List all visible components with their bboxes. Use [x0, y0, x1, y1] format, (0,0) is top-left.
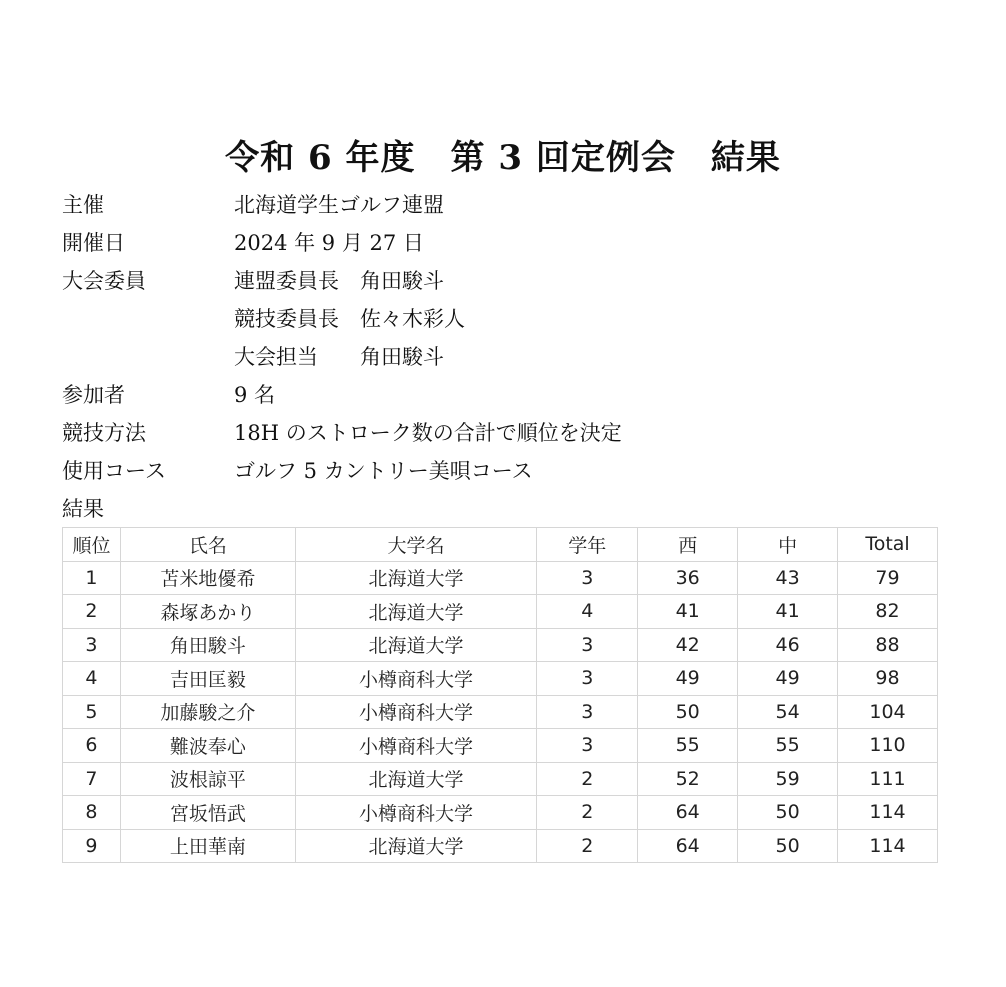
cell-name: 難波奉心 — [120, 729, 295, 763]
cell-total: 79 — [838, 561, 938, 595]
table-row — [63, 796, 938, 830]
cell-total: 98 — [838, 662, 938, 696]
cell-west: 50 — [638, 695, 738, 729]
info-row-participants — [62, 378, 942, 416]
document-title: 令和 6 年度 第 3 回定例会 結果 — [225, 138, 781, 178]
cell-name: 加藤駿之介 — [120, 695, 295, 729]
cell-university: 小樽商科大学 — [295, 796, 537, 830]
info-row-course — [62, 454, 942, 492]
cell-west: 41 — [638, 595, 738, 629]
cell-rank: 5 — [63, 695, 121, 729]
cell-total: 88 — [838, 628, 938, 662]
cell-total: 110 — [838, 729, 938, 763]
table-row — [63, 762, 938, 796]
committee-label-spacer — [62, 302, 234, 340]
committee-member: 大会担当 角田駿斗 — [234, 345, 444, 369]
cell-year: 3 — [537, 561, 638, 595]
cell-name: 波根諒平 — [120, 762, 295, 796]
cell-name: 角田駿斗 — [120, 628, 295, 662]
cell-west: 64 — [638, 796, 738, 830]
cell-total: 82 — [838, 595, 938, 629]
cell-rank: 2 — [63, 595, 121, 629]
cell-total: 114 — [838, 829, 938, 863]
cell-middle: 41 — [738, 595, 838, 629]
cell-middle: 55 — [738, 729, 838, 763]
cell-year: 3 — [537, 662, 638, 696]
cell-year: 2 — [537, 829, 638, 863]
cell-west: 42 — [638, 628, 738, 662]
cell-middle: 59 — [738, 762, 838, 796]
table-row — [63, 729, 938, 763]
cell-west: 36 — [638, 561, 738, 595]
info-row-method — [62, 416, 942, 454]
date-label: 開催日 — [62, 231, 125, 255]
cell-middle: 49 — [738, 662, 838, 696]
cell-rank: 7 — [63, 762, 121, 796]
course-label: 使用コース — [62, 459, 166, 483]
cell-year: 2 — [537, 796, 638, 830]
results-table — [62, 527, 938, 863]
cell-year: 3 — [537, 628, 638, 662]
table-row — [63, 829, 938, 863]
committee-label: 大会委員 — [62, 269, 146, 293]
info-row-committee-2 — [62, 302, 942, 340]
event-info — [62, 188, 942, 492]
cell-university: 北海道大学 — [295, 595, 537, 629]
table-row — [63, 628, 938, 662]
cell-year: 3 — [537, 695, 638, 729]
cell-rank: 8 — [63, 796, 121, 830]
cell-year: 3 — [537, 729, 638, 763]
column-header-middle: 中 — [738, 528, 838, 562]
cell-total: 114 — [838, 796, 938, 830]
host-value: 北海道学生ゴルフ連盟 — [234, 193, 444, 217]
cell-middle: 54 — [738, 695, 838, 729]
committee-member: 連盟委員長 角田駿斗 — [234, 269, 444, 293]
column-header-university: 大学名 — [295, 528, 537, 562]
cell-west: 49 — [638, 662, 738, 696]
table-row — [63, 662, 938, 696]
cell-year: 4 — [537, 595, 638, 629]
cell-middle: 50 — [738, 796, 838, 830]
info-row-host — [62, 188, 942, 226]
course-value: ゴルフ 5 カントリー美唄コース — [234, 459, 533, 483]
cell-name: 苫米地優希 — [120, 561, 295, 595]
results-heading: 結果 — [62, 497, 104, 521]
column-header-name: 氏名 — [120, 528, 295, 562]
committee-label-spacer — [62, 340, 234, 378]
info-row-committee-1 — [62, 264, 942, 302]
cell-middle: 46 — [738, 628, 838, 662]
column-header-west: 西 — [638, 528, 738, 562]
method-value: 18H のストローク数の合計で順位を決定 — [234, 421, 622, 445]
cell-rank: 3 — [63, 628, 121, 662]
cell-university: 小樽商科大学 — [295, 695, 537, 729]
participants-label: 参加者 — [62, 383, 125, 407]
cell-west: 64 — [638, 829, 738, 863]
method-label: 競技方法 — [62, 421, 146, 445]
cell-year: 2 — [537, 762, 638, 796]
cell-middle: 50 — [738, 829, 838, 863]
cell-university: 小樽商科大学 — [295, 729, 537, 763]
cell-university: 北海道大学 — [295, 561, 537, 595]
cell-total: 111 — [838, 762, 938, 796]
cell-name: 森塚あかり — [120, 595, 295, 629]
table-row — [63, 595, 938, 629]
cell-name: 上田華南 — [120, 829, 295, 863]
cell-university: 北海道大学 — [295, 628, 537, 662]
committee-member: 競技委員長 佐々木彩人 — [234, 307, 465, 331]
cell-west: 52 — [638, 762, 738, 796]
cell-name: 宮坂悟武 — [120, 796, 295, 830]
table-row — [63, 561, 938, 595]
cell-rank: 4 — [63, 662, 121, 696]
cell-rank: 1 — [63, 561, 121, 595]
cell-university: 北海道大学 — [295, 762, 537, 796]
participants-value: 9 名 — [234, 383, 276, 407]
date-value: 2024 年 9 月 27 日 — [234, 231, 424, 255]
host-label: 主催 — [62, 193, 104, 217]
column-header-total: Total — [838, 528, 938, 562]
info-row-committee-3 — [62, 340, 942, 378]
table-row — [63, 695, 938, 729]
info-row-date — [62, 226, 942, 264]
cell-total: 104 — [838, 695, 938, 729]
table-header-row — [63, 528, 938, 562]
cell-rank: 9 — [63, 829, 121, 863]
cell-university: 北海道大学 — [295, 829, 537, 863]
cell-rank: 6 — [63, 729, 121, 763]
cell-university: 小樽商科大学 — [295, 662, 537, 696]
cell-middle: 43 — [738, 561, 838, 595]
column-header-year: 学年 — [537, 528, 638, 562]
cell-name: 吉田匡毅 — [120, 662, 295, 696]
column-header-rank: 順位 — [63, 528, 121, 562]
cell-west: 55 — [638, 729, 738, 763]
